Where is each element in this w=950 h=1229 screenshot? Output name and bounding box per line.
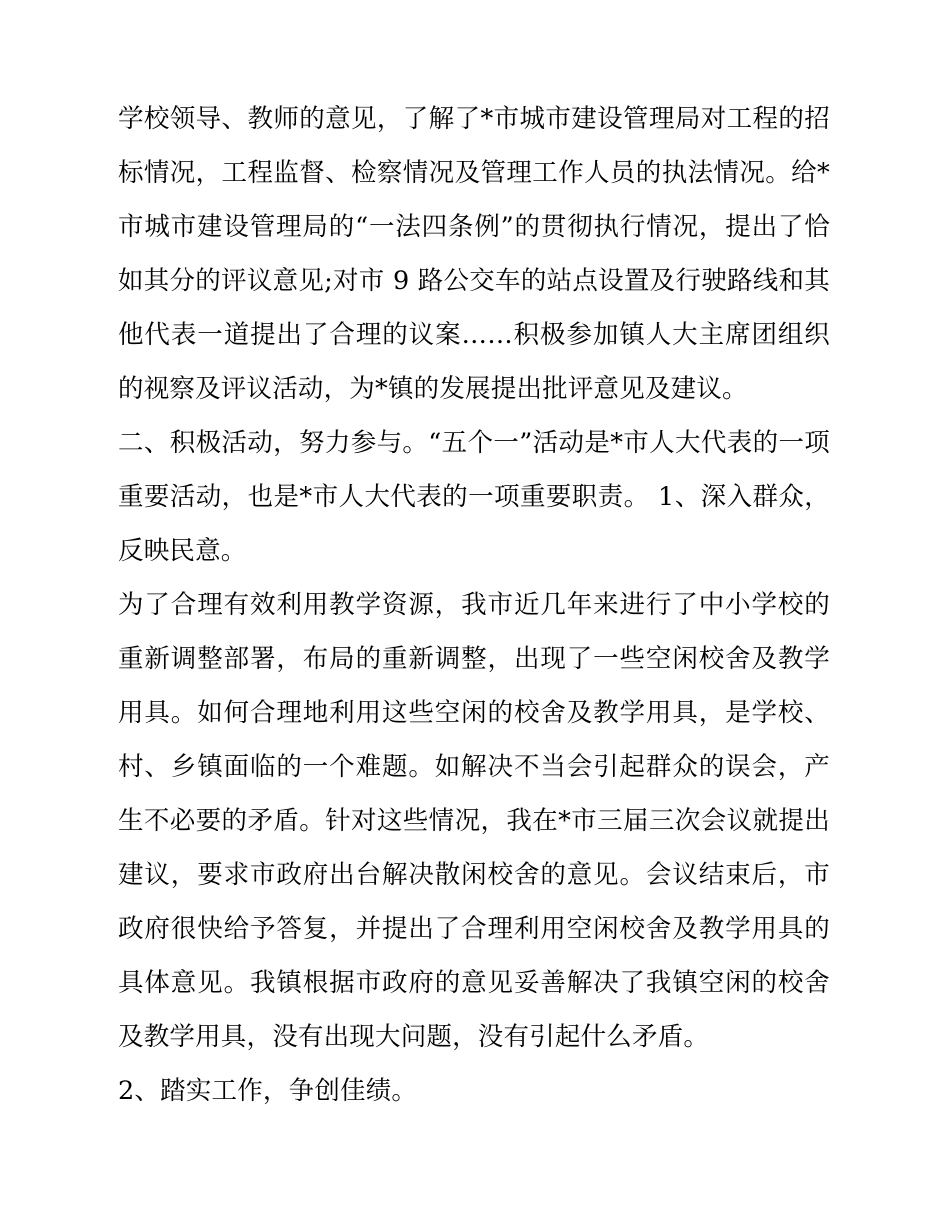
paragraph: 二、积极活动，努力参与。“五个一”活动是*市人大代表的一项重要活动，也是*市人大代表的一项重要职责。 1、深入群众，反映民意。 bbox=[118, 428, 830, 566]
paragraph: 为了合理有效利用教学资源，我市近几年来进行了中小学校的重新调整部署，布局的重新调整，出现了一些空闲校舍及教学用具。如何合理地利用这些空闲的校舍及教学用具，是学校、村、乡镇面临的一个难题。如解决不当会引起群众的误会，产生不必要的矛盾。针对这些情况，我在*市三届三次会议就提出建议，要求市政府出台解决散闲校舍的意见。会议结束后，市政府很快给予答复，并提出了合理利用空闲校舍及教学用具的具体意见。我镇根据市政府的意见妥善解决了我镇空闲的校舍及教学用具，没有出现大问题，没有引起什么矛盾。 bbox=[118, 590, 830, 1052]
paragraph: 学校领导、教师的意见，了解了*市城市建设管理局对工程的招标情况，工程监督、检察情况及管理工作人员的执法情况。给*市城市建设管理局的“一法四条例”的贯彻执行情况，提出了恰如其分的评议意见;对市 9 路公交车的站点设置及行驶路线和其他代表一道提出了合理的议案……积极参加镇人大主席团组织的视察及评议活动，为*镇的发展提出批评意见及建议。 bbox=[118, 104, 830, 404]
paragraph: 2、踏实工作，争创佳绩。 bbox=[118, 1076, 418, 1106]
document-body bbox=[118, 92, 830, 1118]
